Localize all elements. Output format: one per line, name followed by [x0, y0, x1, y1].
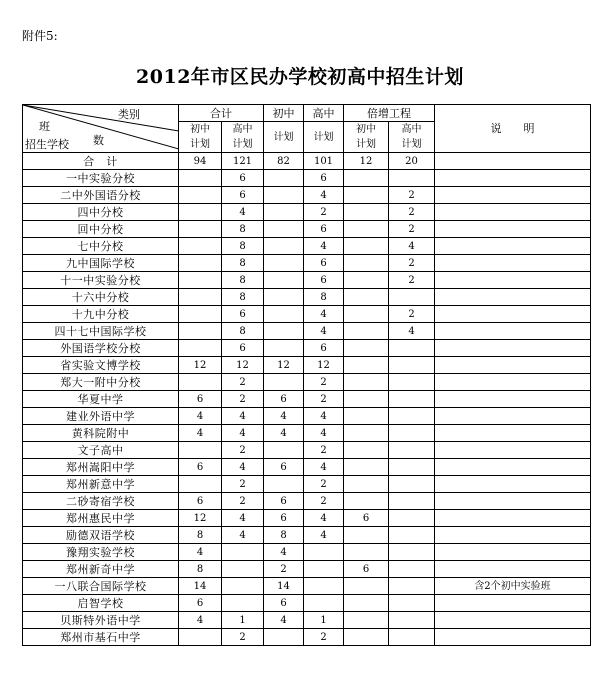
dbl-senior-cell — [389, 629, 435, 646]
dbl-senior-cell — [389, 544, 435, 561]
remark-cell — [435, 408, 591, 425]
total-junior-cell: 12 — [179, 357, 222, 374]
dbl-junior-cell: 6 — [344, 561, 389, 578]
senior-plan-cell: 2 — [304, 493, 344, 510]
table-row — [23, 527, 591, 544]
junior-plan-cell — [264, 238, 304, 255]
senior-plan-cell: 4 — [304, 408, 344, 425]
sub-plan-label: 计划 — [232, 139, 253, 150]
sub-senior-label: 高中 — [401, 124, 422, 135]
table-row — [23, 170, 591, 187]
total-junior-cell — [179, 187, 222, 204]
school-name-cell: 四十七中国际学校 — [23, 323, 179, 340]
dbl-senior-cell: 2 — [389, 306, 435, 323]
sub-plan-label: 计划 — [356, 139, 376, 150]
table-row — [23, 561, 591, 578]
junior-plan-cell: 14 — [264, 578, 304, 595]
senior-plan-cell: 8 — [304, 289, 344, 306]
total-junior-cell: 14 — [179, 578, 222, 595]
dbl-senior-cell: 4 — [389, 238, 435, 255]
total-junior-cell: 6 — [179, 391, 222, 408]
school-name-cell: 贝斯特外语中学 — [23, 612, 179, 629]
header-shu: 数 — [93, 134, 104, 147]
totals-total-senior: 121 — [222, 153, 264, 170]
total-senior-cell: 8 — [222, 323, 264, 340]
dbl-senior-cell — [389, 391, 435, 408]
table-row — [23, 595, 591, 612]
remark-cell — [435, 187, 591, 204]
junior-plan-cell — [264, 374, 304, 391]
total-senior-cell: 2 — [222, 391, 264, 408]
dbl-junior-cell — [344, 391, 389, 408]
attachment-label: 附件5: — [22, 29, 58, 43]
dbl-senior-cell: 2 — [389, 255, 435, 272]
dbl-junior-cell — [344, 170, 389, 187]
dbl-senior-cell — [389, 374, 435, 391]
sub-junior-plan — [264, 122, 304, 153]
junior-plan-cell: 4 — [264, 612, 304, 629]
header-senior: 高中 — [304, 105, 344, 122]
total-senior-cell: 1 — [222, 612, 264, 629]
remark-cell — [435, 391, 591, 408]
total-junior-cell — [179, 170, 222, 187]
sub-dbl-junior — [344, 122, 389, 153]
school-name-cell: 文子高中 — [23, 442, 179, 459]
school-name-cell: 郑州嵩阳中学 — [23, 459, 179, 476]
total-junior-cell — [179, 204, 222, 221]
remark-cell — [435, 595, 591, 612]
total-senior-cell: 8 — [222, 289, 264, 306]
total-junior-cell: 6 — [179, 595, 222, 612]
total-senior-cell: 8 — [222, 221, 264, 238]
dbl-senior-cell — [389, 612, 435, 629]
junior-plan-cell — [264, 204, 304, 221]
junior-plan-cell — [264, 323, 304, 340]
senior-plan-cell: 4 — [304, 510, 344, 527]
table-row — [23, 612, 591, 629]
remark-cell: 含2个初中实验班 — [435, 578, 591, 595]
junior-plan-cell: 12 — [264, 357, 304, 374]
total-senior-cell: 6 — [222, 340, 264, 357]
table-row — [23, 204, 591, 221]
totals-senior: 101 — [304, 153, 344, 170]
diagonal-header-cell — [23, 105, 179, 153]
table-row — [23, 391, 591, 408]
total-junior-cell — [179, 323, 222, 340]
remark-cell — [435, 510, 591, 527]
school-name-cell: 启智学校 — [23, 595, 179, 612]
table-row — [23, 306, 591, 323]
junior-plan-cell: 8 — [264, 527, 304, 544]
junior-plan-cell: 2 — [264, 561, 304, 578]
dbl-senior-cell: 2 — [389, 272, 435, 289]
dbl-junior-cell — [344, 408, 389, 425]
dbl-senior-cell — [389, 170, 435, 187]
table-row — [23, 238, 591, 255]
dbl-junior-cell — [344, 255, 389, 272]
junior-plan-cell — [264, 221, 304, 238]
total-senior-cell: 4 — [222, 459, 264, 476]
dbl-junior-cell — [344, 272, 389, 289]
school-name-cell: 郑州新意中学 — [23, 476, 179, 493]
page-title: 2012年市区民办学校初高中招生计划 — [136, 66, 464, 88]
sub-total-senior — [222, 122, 264, 153]
total-junior-cell: 4 — [179, 612, 222, 629]
dbl-junior-cell — [344, 204, 389, 221]
total-junior-cell: 4 — [179, 544, 222, 561]
table-row — [23, 578, 591, 595]
dbl-junior-cell — [344, 595, 389, 612]
sub-plan-label: 计划 — [401, 139, 422, 150]
sub-dbl-senior — [389, 122, 435, 153]
table-row — [23, 323, 591, 340]
junior-plan-cell — [264, 442, 304, 459]
senior-plan-cell — [304, 561, 344, 578]
dbl-junior-cell — [344, 527, 389, 544]
total-senior-cell — [222, 544, 264, 561]
sub-plan-label: 计划 — [190, 139, 210, 150]
header-school: 招生学校 — [25, 138, 69, 151]
sub-plan-label: 计划 — [313, 131, 334, 143]
senior-plan-cell: 2 — [304, 442, 344, 459]
table-row — [23, 459, 591, 476]
school-name-cell: 九中国际学校 — [23, 255, 179, 272]
dbl-junior-cell — [344, 357, 389, 374]
dbl-junior-cell — [344, 238, 389, 255]
sub-junior-label: 初中 — [356, 124, 376, 135]
total-senior-cell: 6 — [222, 170, 264, 187]
total-junior-cell — [179, 476, 222, 493]
remark-cell — [435, 476, 591, 493]
dbl-junior-cell — [344, 323, 389, 340]
totals-junior: 82 — [264, 153, 304, 170]
school-name-cell: 豫翔实验学校 — [23, 544, 179, 561]
dbl-junior-cell — [344, 221, 389, 238]
total-junior-cell — [179, 255, 222, 272]
dbl-senior-cell — [389, 289, 435, 306]
totals-total-junior: 94 — [179, 153, 222, 170]
total-senior-cell: 4 — [222, 425, 264, 442]
remark-cell — [435, 255, 591, 272]
dbl-senior-cell: 2 — [389, 221, 435, 238]
junior-plan-cell — [264, 340, 304, 357]
school-name-cell: 二砂寄宿学校 — [23, 493, 179, 510]
junior-plan-cell: 6 — [264, 459, 304, 476]
senior-plan-cell: 6 — [304, 221, 344, 238]
remark-cell — [435, 221, 591, 238]
totals-dbl-senior: 20 — [389, 153, 435, 170]
school-name-cell: 二中外国语分校 — [23, 187, 179, 204]
school-name-cell: 郑州新奇中学 — [23, 561, 179, 578]
total-junior-cell: 4 — [179, 408, 222, 425]
total-senior-cell — [222, 578, 264, 595]
junior-plan-cell: 6 — [264, 493, 304, 510]
remark-cell — [435, 442, 591, 459]
total-junior-cell: 8 — [179, 561, 222, 578]
dbl-senior-cell — [389, 340, 435, 357]
dbl-senior-cell — [389, 442, 435, 459]
school-name-cell: 建业外语中学 — [23, 408, 179, 425]
table-row — [23, 374, 591, 391]
school-name-cell: 华夏中学 — [23, 391, 179, 408]
sub-plan-label: 计划 — [273, 131, 294, 143]
dbl-senior-cell — [389, 357, 435, 374]
table-row — [23, 442, 591, 459]
dbl-junior-cell — [344, 425, 389, 442]
dbl-junior-cell — [344, 289, 389, 306]
table-row — [23, 255, 591, 272]
dbl-senior-cell — [389, 561, 435, 578]
total-senior-cell: 2 — [222, 476, 264, 493]
total-senior-cell: 6 — [222, 187, 264, 204]
total-senior-cell: 4 — [222, 510, 264, 527]
school-name-cell: 省实验文博学校 — [23, 357, 179, 374]
total-senior-cell: 8 — [222, 238, 264, 255]
dbl-junior-cell — [344, 459, 389, 476]
dbl-junior-cell: 6 — [344, 510, 389, 527]
remark-cell — [435, 357, 591, 374]
table-row — [23, 221, 591, 238]
dbl-senior-cell — [389, 510, 435, 527]
school-name-cell: 十九中分校 — [23, 306, 179, 323]
dbl-senior-cell — [389, 578, 435, 595]
dbl-junior-cell — [344, 374, 389, 391]
total-senior-cell: 2 — [222, 629, 264, 646]
junior-plan-cell — [264, 272, 304, 289]
dbl-senior-cell — [389, 476, 435, 493]
junior-plan-cell — [264, 255, 304, 272]
remark-cell — [435, 272, 591, 289]
junior-plan-cell: 6 — [264, 595, 304, 612]
total-junior-cell — [179, 306, 222, 323]
remark-cell — [435, 425, 591, 442]
junior-plan-cell — [264, 629, 304, 646]
school-name-cell: 郑大一附中分校 — [23, 374, 179, 391]
junior-plan-cell — [264, 306, 304, 323]
senior-plan-cell: 2 — [304, 476, 344, 493]
table-row — [23, 544, 591, 561]
total-senior-cell: 4 — [222, 204, 264, 221]
remark-cell — [435, 340, 591, 357]
remark-cell — [435, 561, 591, 578]
total-senior-cell: 2 — [222, 374, 264, 391]
school-name-cell: 黄科院附中 — [23, 425, 179, 442]
remark-cell — [435, 170, 591, 187]
table-row — [23, 425, 591, 442]
total-senior-cell: 4 — [222, 527, 264, 544]
remark-cell — [435, 544, 591, 561]
senior-plan-cell — [304, 578, 344, 595]
dbl-senior-cell — [389, 527, 435, 544]
school-name-cell: 七中分校 — [23, 238, 179, 255]
total-junior-cell — [179, 629, 222, 646]
totals-row — [23, 153, 591, 170]
total-junior-cell: 6 — [179, 459, 222, 476]
school-name-cell: 一八联合国际学校 — [23, 578, 179, 595]
school-name-cell: 回中分校 — [23, 221, 179, 238]
senior-plan-cell: 4 — [304, 527, 344, 544]
senior-plan-cell: 6 — [304, 170, 344, 187]
table-row — [23, 408, 591, 425]
remark-cell — [435, 459, 591, 476]
senior-plan-cell: 6 — [304, 340, 344, 357]
total-junior-cell — [179, 442, 222, 459]
total-junior-cell — [179, 374, 222, 391]
remark-cell — [435, 612, 591, 629]
school-name-cell: 十一中实验分校 — [23, 272, 179, 289]
dbl-junior-cell — [344, 306, 389, 323]
senior-plan-cell: 6 — [304, 255, 344, 272]
table-row — [23, 476, 591, 493]
school-name-cell: 郑州市基石中学 — [23, 629, 179, 646]
total-senior-cell: 8 — [222, 255, 264, 272]
senior-plan-cell: 6 — [304, 272, 344, 289]
table-row — [23, 340, 591, 357]
junior-plan-cell: 4 — [264, 425, 304, 442]
remark-cell — [435, 527, 591, 544]
table-row — [23, 272, 591, 289]
senior-plan-cell: 4 — [304, 323, 344, 340]
dbl-junior-cell — [344, 442, 389, 459]
dbl-junior-cell — [344, 493, 389, 510]
school-name-cell: 外国语学校分校 — [23, 340, 179, 357]
total-junior-cell: 8 — [179, 527, 222, 544]
total-junior-cell — [179, 221, 222, 238]
totals-label: 合 计 — [23, 153, 179, 170]
table-row — [23, 187, 591, 204]
dbl-senior-cell — [389, 459, 435, 476]
total-senior-cell — [222, 595, 264, 612]
total-senior-cell: 2 — [222, 493, 264, 510]
sub-junior-label: 初中 — [190, 124, 210, 135]
total-junior-cell — [179, 272, 222, 289]
dbl-senior-cell: 2 — [389, 204, 435, 221]
senior-plan-cell: 12 — [304, 357, 344, 374]
senior-plan-cell: 2 — [304, 629, 344, 646]
header-remarks: 说 明 — [435, 105, 591, 153]
dbl-junior-cell — [344, 476, 389, 493]
total-senior-cell: 6 — [222, 306, 264, 323]
dbl-senior-cell — [389, 595, 435, 612]
school-name-cell: 十六中分校 — [23, 289, 179, 306]
school-name-cell: 郑州惠民中学 — [23, 510, 179, 527]
junior-plan-cell: 4 — [264, 544, 304, 561]
total-junior-cell: 6 — [179, 493, 222, 510]
senior-plan-cell: 4 — [304, 238, 344, 255]
dbl-junior-cell — [344, 544, 389, 561]
table-row — [23, 357, 591, 374]
total-junior-cell — [179, 340, 222, 357]
total-junior-cell: 12 — [179, 510, 222, 527]
total-senior-cell: 4 — [222, 408, 264, 425]
table-row — [23, 289, 591, 306]
total-senior-cell: 12 — [222, 357, 264, 374]
senior-plan-cell: 4 — [304, 425, 344, 442]
school-name-cell: 四中分校 — [23, 204, 179, 221]
junior-plan-cell: 6 — [264, 510, 304, 527]
school-name-cell: 励德双语学校 — [23, 527, 179, 544]
junior-plan-cell: 6 — [264, 391, 304, 408]
header-total: 合计 — [179, 105, 264, 122]
senior-plan-cell: 4 — [304, 187, 344, 204]
dbl-junior-cell — [344, 612, 389, 629]
remark-cell — [435, 323, 591, 340]
total-junior-cell — [179, 289, 222, 306]
dbl-senior-cell — [389, 408, 435, 425]
header-ban: 班 — [39, 120, 50, 133]
remark-cell — [435, 204, 591, 221]
junior-plan-cell — [264, 289, 304, 306]
dbl-senior-cell: 4 — [389, 323, 435, 340]
remark-cell — [435, 493, 591, 510]
senior-plan-cell — [304, 544, 344, 561]
remark-cell — [435, 306, 591, 323]
total-junior-cell: 4 — [179, 425, 222, 442]
dbl-senior-cell — [389, 493, 435, 510]
junior-plan-cell: 4 — [264, 408, 304, 425]
total-senior-cell: 2 — [222, 442, 264, 459]
senior-plan-cell: 2 — [304, 374, 344, 391]
sub-senior-label: 高中 — [232, 124, 253, 135]
junior-plan-cell — [264, 187, 304, 204]
dbl-junior-cell — [344, 578, 389, 595]
totals-note — [435, 153, 591, 170]
table-row — [23, 510, 591, 527]
total-senior-cell — [222, 561, 264, 578]
remark-cell — [435, 374, 591, 391]
senior-plan-cell: 2 — [304, 204, 344, 221]
junior-plan-cell — [264, 170, 304, 187]
dbl-senior-cell: 2 — [389, 187, 435, 204]
dbl-junior-cell — [344, 187, 389, 204]
table-row — [23, 629, 591, 646]
senior-plan-cell: 2 — [304, 391, 344, 408]
totals-dbl-junior: 12 — [344, 153, 389, 170]
senior-plan-cell: 4 — [304, 459, 344, 476]
sub-total-junior — [179, 122, 222, 153]
remark-cell — [435, 289, 591, 306]
header-category: 类别 — [118, 108, 140, 121]
dbl-senior-cell — [389, 425, 435, 442]
dbl-junior-cell — [344, 340, 389, 357]
header-doubling: 倍增工程 — [344, 105, 435, 122]
table-row — [23, 493, 591, 510]
dbl-junior-cell — [344, 629, 389, 646]
sub-senior-plan — [304, 122, 344, 153]
total-senior-cell: 8 — [222, 272, 264, 289]
senior-plan-cell — [304, 595, 344, 612]
header-junior: 初中 — [264, 105, 304, 122]
remark-cell — [435, 629, 591, 646]
enrollment-plan-table — [22, 104, 591, 646]
senior-plan-cell: 4 — [304, 306, 344, 323]
junior-plan-cell — [264, 476, 304, 493]
school-name-cell: 一中实验分校 — [23, 170, 179, 187]
remark-cell — [435, 238, 591, 255]
total-junior-cell — [179, 238, 222, 255]
senior-plan-cell: 1 — [304, 612, 344, 629]
